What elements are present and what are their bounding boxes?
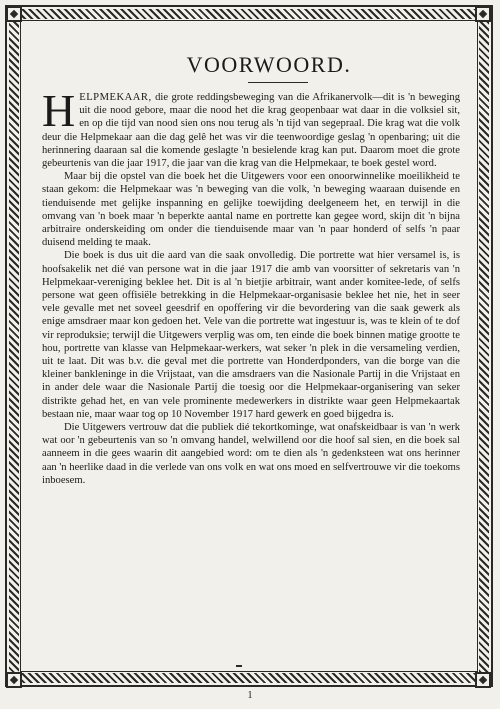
corner-ornament-icon xyxy=(6,6,22,22)
page-title: VOORWOORD. xyxy=(186,52,352,77)
paragraph-4: Die Uitgewers vertrouw dat die publiek dié tekortkominge, wat onafskeidbaar is van 'n werk wat oor 'n gebeurtenis van so 'n omvang handel, welwillend oor die hoof sal sien, en die boek sal aanneem in die gees waarin dit aangebied word: om te dien als 'n gedenksteen wat ons herinner aan 'n heerlike daad in die verlede van ons volk en wat ons moed en selfvertrouwe vir die toekoms inboesem. xyxy=(42,422,460,486)
title-rule xyxy=(248,82,308,83)
drop-cap: H xyxy=(42,85,76,136)
paragraph-3: Die boek is dus uit die aard van die saak onvolledig. Die portrette wat hier versamel is, is hoofsakelik net dié van persone wat in die jaar 1917 die amb van voorsitter of sekretaris van 'n Helpmekaar-vereniging beklee het. Dit is al 'n bietjie arbitrair, want ander komitee-lede, of selfs persone wat geen offisiële betrekking in die Helpmekaar-organisasie beklee het nie, het in seer vele gevalle met net soveel geesdrif en opoffering vir die bevordering van die saak gewerk als enige amsdraer maar kon gedoen het. Vele van die portrette wat ingestuur is, was te klein of te dof vir reproduksie; terwijl die Uitgewers verplig was om, ten einde die boek binnen matige grootte te hou, portrette van klasse van Helpmekaar-werkers, wat seker 'n plek in die versameling verdien, uit te laat. Dit was b.v. die geval met die portrette van Honderdponders, van die borge van die kleiner bankleninge in die Vrijstaat, van die amsdraers van die Nasionale Partij in die Vrijstaat en in ander dele waar die Nasionale Partij die toesig oor die Helpmekaar-organisering van seker distrikte gehad het, en van vele prominente medewerkers in distrikte waar geen Helpmekaartak bestaan nie, maar waar tog op 10 November 1917 hard gewerk en goed bijgedra is. xyxy=(42,250,460,420)
corner-ornament-icon xyxy=(6,672,22,688)
paragraph-1-text: die grote reddingsbeweging van die Afrikanervolk—dit is 'n beweging uit die nood gebore, maar die nood het die krag geopenbaar wat daar in die volksiel sit, en op die tijd van nood sien ons nou terug als 'n tijd van segepraal. Die krag wat die volk deur die Helpmekaar aan die dag gelê het was vir die teenwoordige geslag 'n openbaring; uit die herinnering daaraan sal die komende geslagte 'n besielende krag kan put. Daarom moet die grote gebeurtenis van die jaar 1917, die jaar van die krag van die Helpmekaar, te boek gestel word. xyxy=(42,92,460,170)
page-number: 1 xyxy=(247,690,253,701)
paragraph-1 xyxy=(42,85,460,170)
end-mark xyxy=(236,665,242,667)
lead-word: ELPMEKAAR, xyxy=(79,92,152,103)
corner-ornament-icon xyxy=(475,6,491,22)
text-body xyxy=(42,52,460,487)
corner-ornament-icon xyxy=(475,672,491,688)
paragraph-2: Maar bij die opstel van die boek het die Uitgewers voor een onoorwinnelike moeilikheid te staan gekom: die Helpmekaar was 'n beweging van die volk, 'n beweging waaraan duisende en tienduisende met gelijke inspanning en gelijke toewijding deelgeneem het, en terwijl in die omvang van 'n boek maar 'n beperkte aantal name en portrette kan gegee word, skijn dit 'n bijna arbitraire onderskeiding om onder die tienduisende maar van 'n paar honderd of selfs 'n paar duisend melding te maak. xyxy=(42,171,460,249)
